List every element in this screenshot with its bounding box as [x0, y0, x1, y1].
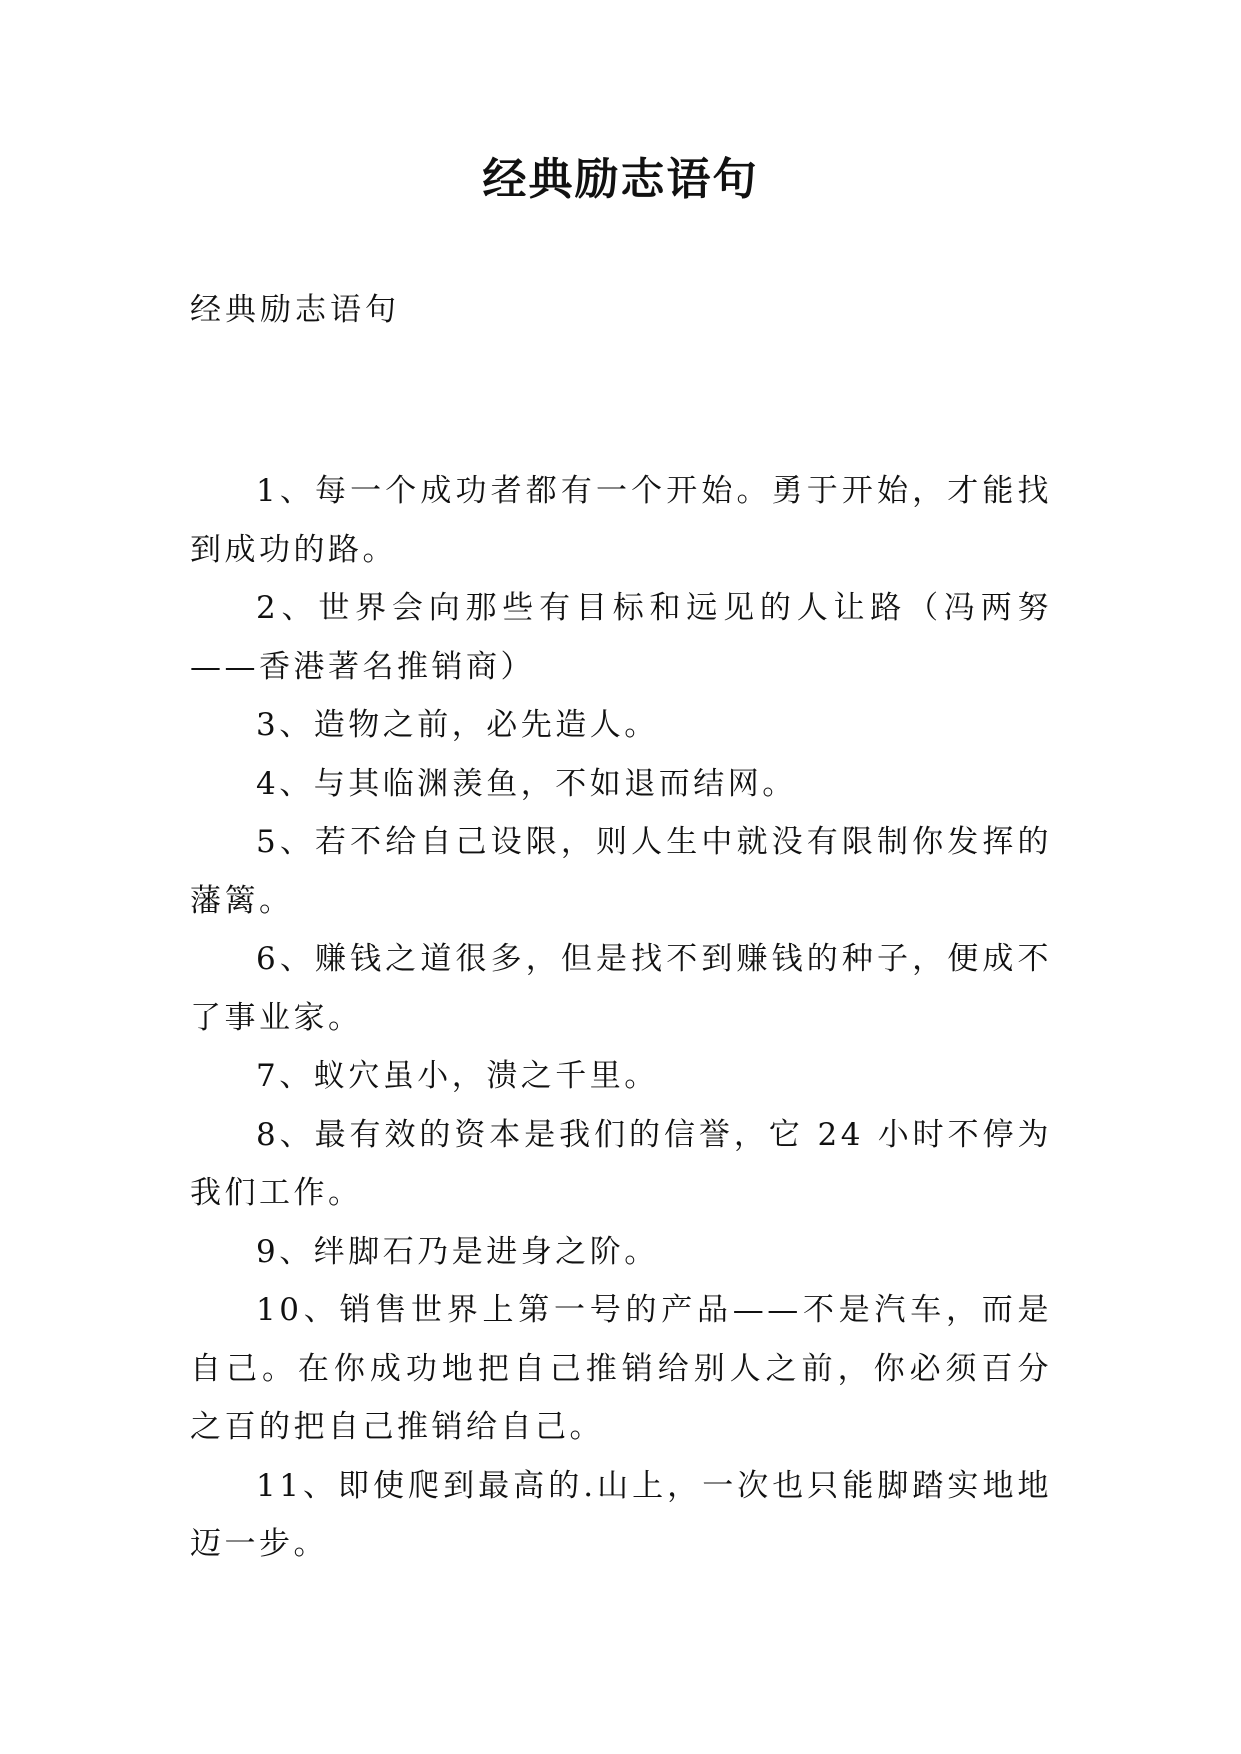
- document-subtitle: 经典励志语句: [190, 292, 400, 328]
- quote-item: 5、若不给自己设限，则人生中就没有限制你发挥的藩篱。: [190, 824, 1052, 919]
- quote-item: 7、蚁穴虽小，溃之千里。: [256, 1058, 659, 1094]
- quote-item: 8、最有效的资本是我们的信誉，它 24 小时不停为我们工作。: [190, 1116, 1052, 1211]
- quote-item: 11、即使爬到最高的.山上，一次也只能脚踏实地地迈一步。: [190, 1467, 1052, 1562]
- quote-item: 2、世界会向那些有目标和远见的人让路（冯两努——香港著名推销商）: [190, 590, 1052, 685]
- quote-list: [190, 462, 1052, 1574]
- quote-item: 3、造物之前，必先造人。: [256, 707, 659, 743]
- quote-item: 9、绊脚石乃是进身之阶。: [256, 1233, 659, 1270]
- quote-item: 4、与其临渊羡鱼，不如退而结网。: [256, 765, 797, 802]
- quote-item: 1、每一个成功者都有一个开始。勇于开始，才能找到成功的路。: [190, 473, 1052, 568]
- quote-item: 6、赚钱之道很多，但是找不到赚钱的种子，便成不了事业家。: [190, 941, 1052, 1036]
- quote-item: 10、销售世界上第一号的产品——不是汽车，而是自己。在你成功地把自己推销给别人之前，你必须百分之百的把自己推销给自己。: [190, 1292, 1052, 1445]
- document-title: 经典励志语句: [482, 154, 759, 205]
